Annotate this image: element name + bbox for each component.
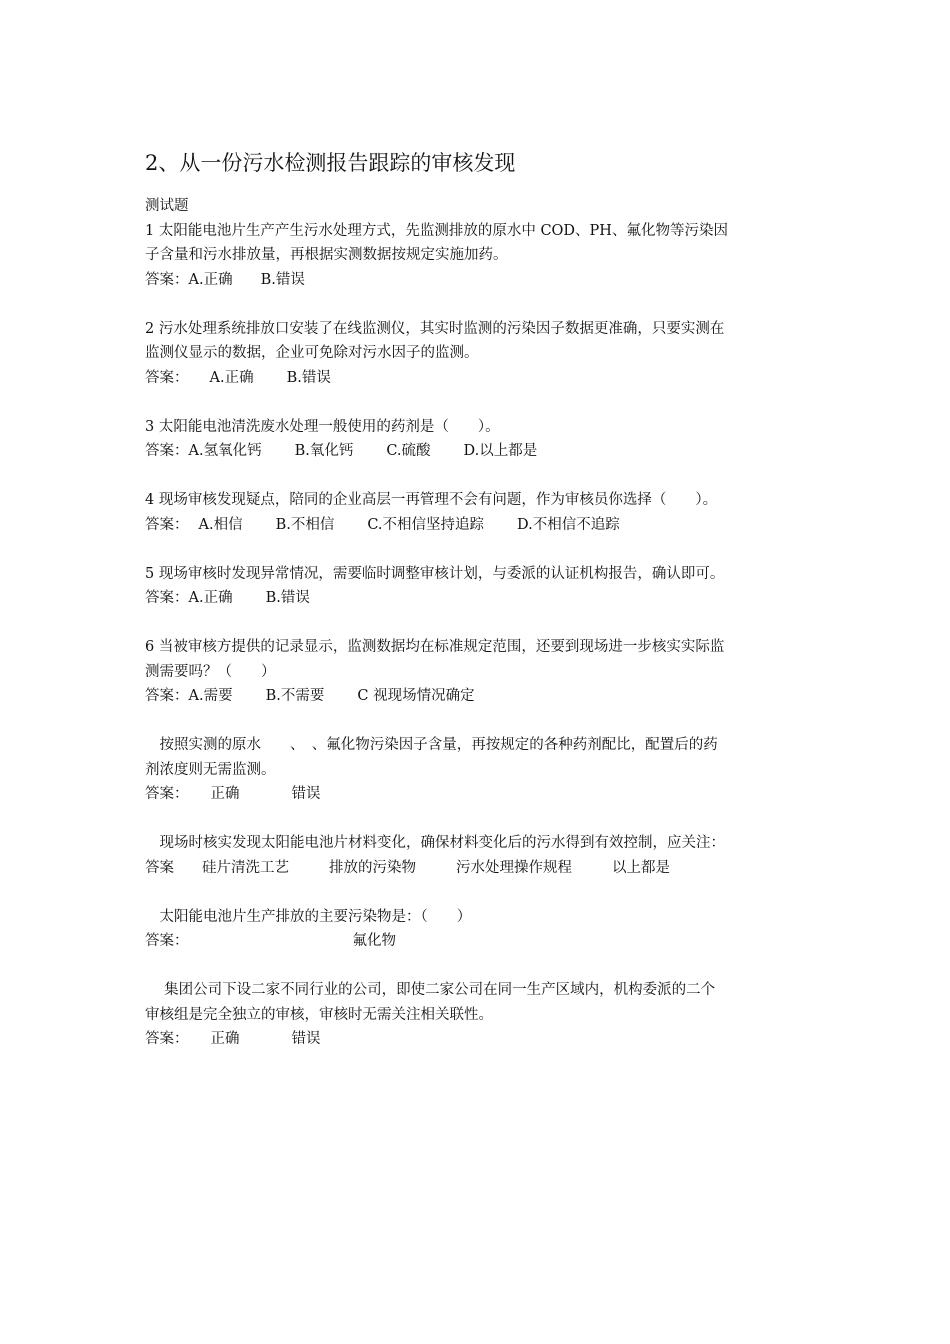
question-8: [145, 831, 810, 880]
question-text-line: 测需要吗？（ ）: [145, 663, 276, 680]
answer-option: A.正确: [188, 590, 233, 606]
answer-option: A.正确: [209, 369, 254, 386]
section-heading: 测试题: [145, 198, 189, 214]
answer-row: [145, 856, 810, 881]
answer-row: [145, 782, 810, 807]
answer-option: 错误: [291, 786, 321, 802]
answer-label: 答案: [145, 859, 174, 876]
answer-label: 答案：: [145, 516, 189, 533]
page-title: 2、从一份污水检测报告跟踪的审核发现: [145, 151, 516, 175]
question-text-line: 太阳能电池片生产排放的主要污染物是：（ ）: [145, 908, 472, 925]
question-text-line: 审核组是完全独立的审核，审核时无需关注相关联性。: [145, 1006, 493, 1023]
answer-option: B.氧化钙: [294, 443, 354, 459]
answer-option: 氟化物: [352, 933, 396, 949]
answer-option: 以上都是: [612, 859, 670, 876]
question-text-line: 6 当被审核方提供的记录显示，监测数据均在标准规定范围，还要到现场进一步核实实际监: [145, 639, 725, 655]
answer-label: 答案：: [145, 369, 189, 386]
answer-label: 答案：: [145, 786, 189, 802]
answer-row: [145, 439, 810, 464]
answer-row: [145, 1027, 810, 1052]
document-page: [145, 150, 810, 1052]
answer-row: [145, 366, 810, 391]
answer-option: 正确: [210, 786, 240, 802]
question-text-line: 2 污水处理系统排放口安装了在线监测仪，其实时监测的污染因子数据更准确，只要实测在: [145, 320, 725, 337]
answer-option: B.错误: [265, 590, 310, 606]
answer-option: B.错误: [286, 369, 331, 386]
answer-option: D.不相信不追踪: [517, 516, 620, 533]
question-text-line: 5 现场审核时发现异常情况，需要临时调整审核计划，与委派的认证机构报告，确认即可。: [145, 565, 725, 582]
question-10: [145, 978, 810, 1052]
answer-label: 答案：: [145, 271, 189, 288]
answer-label: 答案：: [145, 1031, 189, 1047]
question-6: [145, 635, 810, 709]
question-5: [145, 562, 810, 611]
answer-option: B.不需要: [265, 688, 325, 704]
answer-label: 答案：: [145, 688, 189, 704]
question-4: [145, 488, 810, 537]
answer-option: A.正确: [188, 271, 233, 288]
question-9: [145, 905, 810, 954]
answer-option: 正确: [210, 1031, 240, 1047]
answer-option: 硅片清洗工艺: [202, 859, 289, 876]
question-7: [145, 733, 810, 807]
answer-option: 错误: [291, 1031, 321, 1047]
answer-label: 答案：: [145, 933, 189, 949]
question-text-line: 子含量和污水排放量，再根据实测数据按规定实施加药。: [145, 247, 508, 263]
answer-row: [145, 586, 810, 611]
question-text-line: 剂浓度则无需监测。: [145, 761, 276, 778]
answer-row: [145, 268, 810, 293]
answer-row: [145, 513, 810, 538]
question-2: [145, 317, 810, 391]
answer-row: [145, 684, 810, 709]
question-1: [145, 219, 810, 293]
answer-label: 答案：: [145, 443, 189, 459]
question-text-line: 4 现场审核发现疑点，陪同的企业高层一再管理不会有问题，作为审核员你选择（ ）。: [145, 492, 718, 508]
question-text-line: 集团公司下设二家不同行业的公司，即使二家公司在同一生产区域内，机构委派的二个: [145, 982, 716, 998]
answer-option: B.不相信: [275, 516, 335, 533]
question-text-line: 监测仪显示的数据，企业可免除对污水因子的监测。: [145, 345, 479, 361]
answer-option: C.硫酸: [386, 443, 431, 459]
answer-option: A.相信: [198, 516, 243, 533]
answer-option: A.氢氧化钙: [188, 443, 262, 459]
question-text-line: 3 太阳能电池清洗废水处理一般使用的药剂是（ ）。: [145, 418, 500, 435]
answer-option: C.不相信坚持追踪: [367, 516, 485, 533]
answer-row: [145, 929, 810, 954]
answer-label: 答案：: [145, 590, 189, 606]
answer-option: D.以上都是: [463, 443, 538, 459]
answer-option: 排放的污染物: [329, 859, 416, 876]
answer-option: 污水处理操作规程: [456, 859, 572, 876]
answer-option: C 视现场情况确定: [357, 688, 475, 704]
answer-option: B.错误: [260, 271, 305, 288]
question-text-line: 1 太阳能电池片生产产生污水处理方式，先监测排放的原水中 COD、PH、氟化物等污染因: [145, 222, 728, 239]
question-text-line: 现场时核实发现太阳能电池片材料变化，确保材料变化后的污水得到有效控制，应关注：: [145, 835, 725, 851]
answer-option: A.需要: [188, 688, 233, 704]
question-text-line: 按照实测的原水 、 、氟化物污染因子含量，再按规定的各种药剂配比，配置后的药: [145, 737, 718, 753]
question-3: [145, 415, 810, 464]
